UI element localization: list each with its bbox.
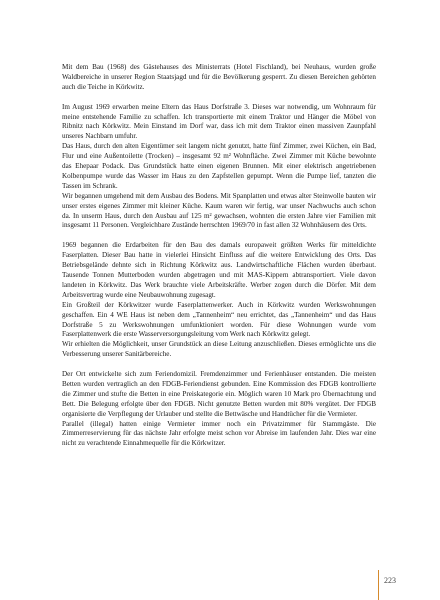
paragraph-3-line-2: Ein Großteil der Körkwitzer wurde Faserplattenwerker. Auch in Körkwitz wurden Werkswohnungen geschaffen. Ein 4 WE Haus ist neben dem „Tannenheim“ neu errichtet, das „Tannenheim“ und das Haus Dorfstraße 5 zu Werkswohnungen umfunktioniert worden. Für diese Wohnungen wurde vom Faserplattenwerk die erste Wasserversorgungsleitung vom Werk nach Körkwitz gelegt. bbox=[62, 300, 376, 339]
paragraph-gap bbox=[62, 93, 376, 103]
paragraph-3-line-3: Wir erhielten die Möglichkeit, unser Grundstück an diese Leitung anzuschließen. Dieses ermöglichte uns die Verbesserung unserer Sanitärbereiche. bbox=[62, 340, 376, 359]
paragraph-2-line-1: Im August 1969 erwarben meine Eltern das Haus Dorfstraße 3. Dieses war notwendig, um Wohnraum für meine entstehende Familie zu schaffen. Ich transportierte mit einem Traktor und Hänger die Möbel von Ribnitz nach Körkwitz. Mein Einstand im Dorf war, dass ich mit dem Traktor einen massiven Zaunpfahl unseres Nachbarn umfuhr. bbox=[62, 102, 376, 141]
page-footer bbox=[378, 570, 408, 600]
page-number: 223 bbox=[384, 576, 396, 585]
paragraph-gap bbox=[62, 231, 376, 241]
paragraph-gap bbox=[62, 360, 376, 370]
paragraph-3-line-1: 1969 begannen die Erdarbeiten für den Bau des damals europaweit größten Werks für mitteldichte Faserplatten. Dieser Bau hatte in vielerlei Hinsicht Einfluss auf die weitere Entwicklung des Orts. Das Betriebsgelände dehnte sich in Richtung Körkwitz aus. Landwirtschaftliche Flächen wurden überbaut. Tausende Tonnen Mutterboden wurden abgetragen und mit MAS-Kippern abtransportiert. Viele davon landeten in Körkwitz. Das Werk brauchte viele Arbeitskräfte. Werber zogen durch die Dörfer. Mit dem Arbeitsvertrag wurde eine Neubauwohnung zugesagt. bbox=[62, 241, 376, 299]
paragraph-4-line-1: Der Ort entwickelte sich zum Feriendomizil. Fremdenzimmer und Ferienhäuser entstanden. Die meisten Betten wurden vertraglich an den FDGB-Feriendienst gebunden. Eine Kommission des FDGB kontrollierte die Zimmer und stufte die Betten in eine Preiskategorie ein. Möglich waren 10 Mark pro Übernachtung und Bett. Die Belegung erfolgte über den FDGB. Nicht genutzte Betten wurden mit 80% vergütet. Der FDGB organisierte die Verpflegung der Urlauber und stellte die Bettwäsche und Handtücher für die Vermieter. bbox=[62, 370, 376, 418]
paragraph-2-line-3: Wir begannen umgehend mit dem Ausbau des Bodens. Mit Spanplatten und etwas alter Steinwolle bauten wir unser erstes eigenes Zimmer mit kleiner Küche. Kaum waren wir fertig, war unser Nachwuchs auch schon da. In unserm Haus, durch den Ausbau auf 125 m² gewachsen, wohnten die ersten Jahre vier Familien mit insgesamt 11 Personen. Vergleichbare Zustände herrschten 1969/70 in fast allen 32 Wohnhäusern des Orts. bbox=[62, 191, 376, 230]
text-column bbox=[62, 63, 376, 449]
paragraph-1-line-1: Mit dem Bau (1968) des Gästehauses des Ministerrats (Hotel Fischland), bei Neuhaus, wurden große Waldbereiche in unserer Region Staatsjagd und für die Bevölkerung gesperrt. Zu diesen Bereichen gehörten auch die Teiche in Körkwitz. bbox=[62, 63, 376, 91]
paragraph-2-line-2: Das Haus, durch den alten Eigentümer seit langem nicht genutzt, hatte fünf Zimmer, zwei Küchen, ein Bad, Flur und eine Außentoilette (Trocken) – insgesamt 92 m² Wohnfläche. Zwei Zimmer mit Küche bewohnte das Ehepaar Podack. Das Grundstück hatte einen eigenen Brunnen. Mit einer elektrisch angetriebenen Kolbenpumpe wurde das Wasser im Haus zu den Zapfstellen gepumpt. Wenn die Pumpe lief, tanzten die Tassen im Schrank. bbox=[62, 142, 376, 190]
paragraph-4-line-2: Parallel (illegal) hatten einige Vermieter immer noch ein Privatzimmer für Stammgäste. Die Zimmerreservierung für das nächste Jahr erfolgte meist schon vor Abreise im laufenden Jahr. Dies war eine nicht zu verachtende Einnahmequelle für die Körkwitzer. bbox=[62, 419, 376, 448]
accent-rule bbox=[378, 570, 379, 600]
